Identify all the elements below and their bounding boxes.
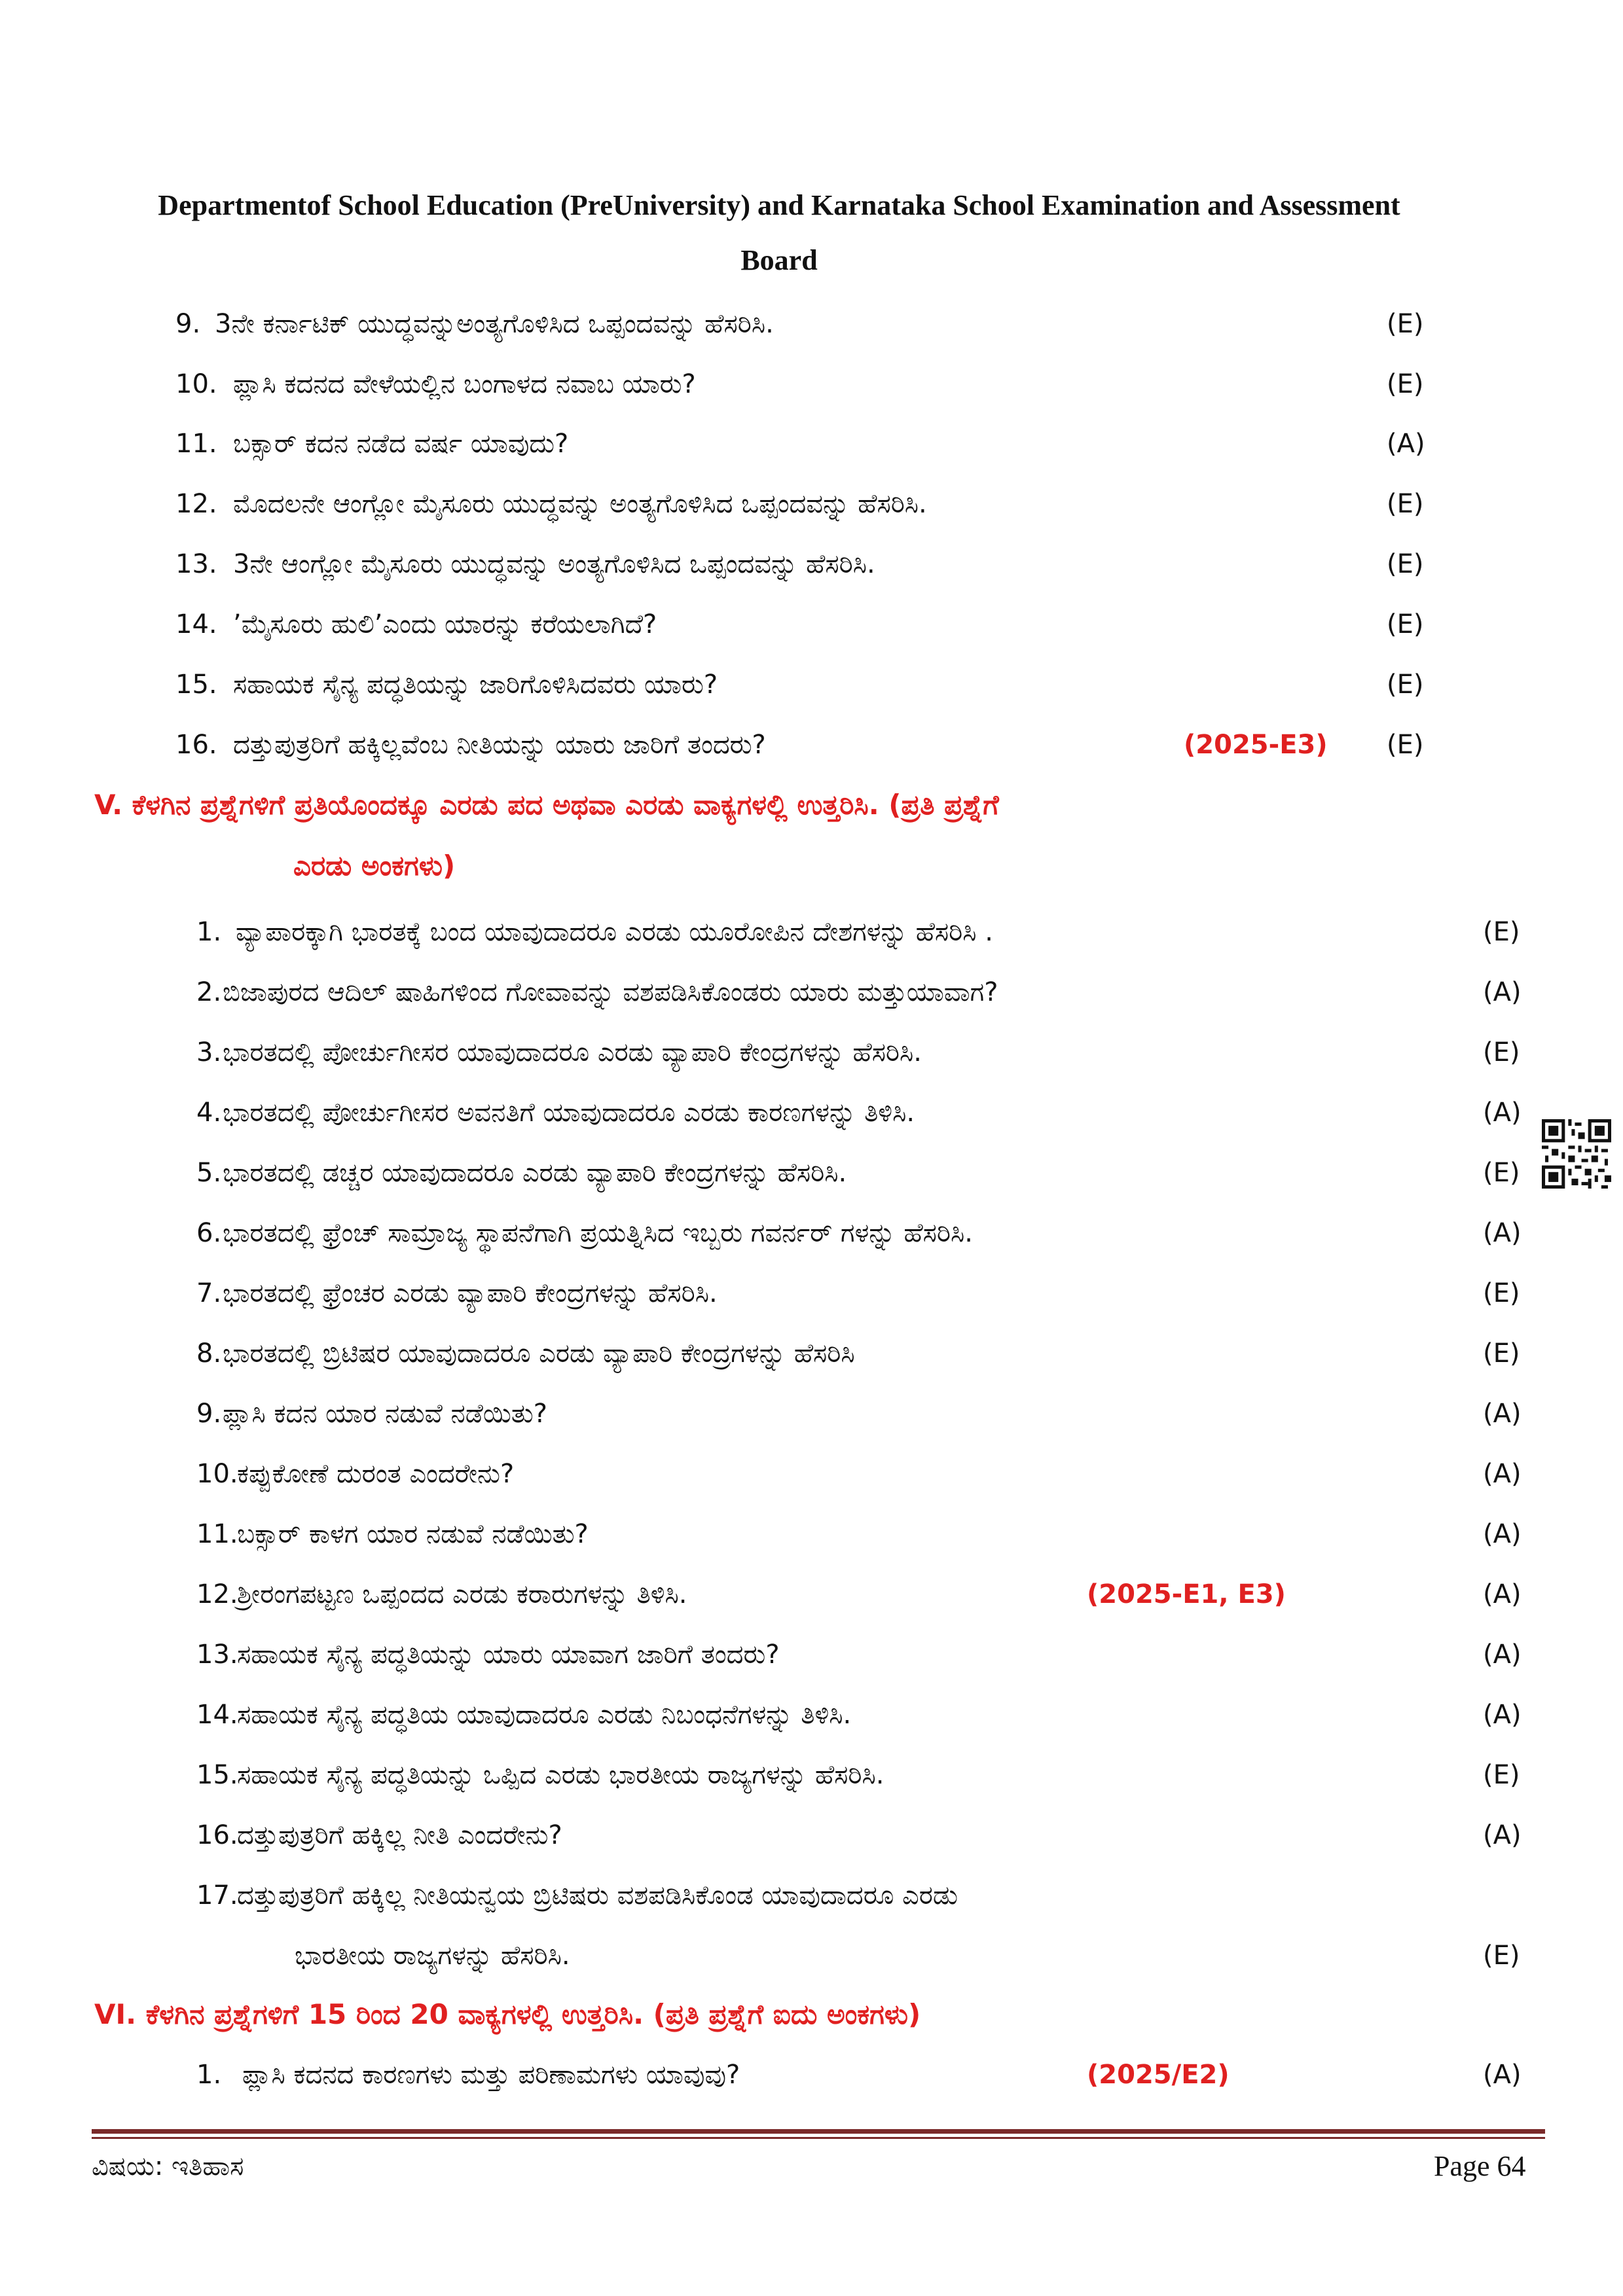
question-mark-type: (E) xyxy=(1483,1760,1520,1790)
question-number: 5. xyxy=(196,1158,222,1188)
exam-year-tag: (2025/E2) xyxy=(1087,2060,1230,2090)
question-text: ಬಕ್ಸಾರ್ ಕಾಳಗ ಯಾರ ನಡುವೆ ನಡೆಯಿತು? xyxy=(237,1519,589,1549)
question-mark-type: (E) xyxy=(1483,1037,1520,1067)
question-number: 10. xyxy=(196,1459,238,1489)
footer-subject: ವಿಷಯ: ಇತಿಹಾಸ xyxy=(92,2151,244,2181)
question-text: ಪ್ಲಾಸಿ ಕದನದ ಕಾರಣಗಳು ಮತ್ತು ಪರಿಣಾಮಗಳು ಯಾವುವು? xyxy=(242,2060,740,2090)
question-text: ’ಮೈಸೂರು ಹುಲಿ’ಎಂದು ಯಾರನ್ನು ಕರೆಯಲಾಗಿದೆ? xyxy=(233,609,657,639)
question-mark-type: (A) xyxy=(1483,1399,1522,1429)
question-number: 16. xyxy=(175,730,217,760)
question-text: ಭಾರತದಲ್ಲಿ ಫ್ರೆಂಚರ ಎರಡು ವ್ಯಾಪಾರಿ ಕೇಂದ್ರಗಳನ್ನು ಹೆಸರಿಸಿ. xyxy=(223,1278,718,1308)
question-number: 7. xyxy=(196,1278,222,1308)
question-text: ಸಹಾಯಕ ಸೈನ್ಯ ಪದ್ಧತಿಯನ್ನು ಒಪ್ಪಿದ ಎರಡು ಭಾರತೀಯ ರಾಜ್ಯಗಳನ್ನು ಹೆಸರಿಸಿ. xyxy=(237,1760,884,1790)
question-text: ಶ್ರೀರಂಗಪಟ್ಟಣ ಒಪ್ಪಂದದ ಎರಡು ಕರಾರುಗಳನ್ನು ತಿಳಿಸಿ. xyxy=(237,1579,687,1609)
question-number: 14. xyxy=(196,1700,238,1730)
question-text: ಸಹಾಯಕ ಸೈನ್ಯ ಪದ್ಧತಿಯನ್ನು ಜಾರಿಗೊಳಿಸಿದವರು ಯಾರು? xyxy=(233,670,718,700)
question-text: ಸಹಾಯಕ ಸೈನ್ಯ ಪದ್ಧತಿಯನ್ನು ಯಾರು ಯಾವಾಗ ಜಾರಿಗೆ ತಂದರು? xyxy=(237,1640,780,1670)
exam-year-tag: (2025-E1, E3) xyxy=(1087,1579,1286,1609)
page-header xyxy=(98,178,1460,288)
question-mark-type: (E) xyxy=(1483,1278,1520,1308)
question-text-continuation: ಭಾರತೀಯ ರಾಜ್ಯಗಳನ್ನು ಹೆಸರಿಸಿ. xyxy=(295,1941,570,1971)
question-number: 9. xyxy=(196,1399,222,1429)
question-mark-type: (A) xyxy=(1483,1459,1522,1489)
question-text: 3ನೇ ಕರ್ನಾಟಿಕ್ ಯುದ್ಧವನ್ನುಅಂತ್ಯಗೊಳಿಸಿದ ಒಪ್ಪಂದವನ್ನು ಹೆಸರಿಸಿ. xyxy=(215,309,774,339)
question-number: 9. xyxy=(175,309,201,339)
question-text: ಭಾರತದಲ್ಲಿ ಬ್ರಿಟಿಷರ ಯಾವುದಾದರೂ ಎರಡು ವ್ಯಾಪಾರಿ ಕೇಂದ್ರಗಳನ್ನು ಹೆಸರಿಸಿ xyxy=(223,1338,855,1369)
question-number: 2. xyxy=(196,977,222,1007)
question-mark-type: (E) xyxy=(1483,1941,1520,1971)
question-mark-type: (A) xyxy=(1387,429,1425,459)
question-mark-type: (A) xyxy=(1483,1640,1522,1670)
question-mark-type: (E) xyxy=(1387,489,1424,519)
question-number: 3. xyxy=(196,1037,222,1067)
question-mark-type: (E) xyxy=(1387,609,1424,639)
question-number: 12. xyxy=(175,489,217,519)
question-mark-type: (A) xyxy=(1483,1098,1522,1128)
question-number: 16. xyxy=(196,1820,238,1850)
qr-code-icon xyxy=(1542,1119,1611,1189)
question-text: ಭಾರತದಲ್ಲಿ ಡಚ್ಚರ ಯಾವುದಾದರೂ ಎರಡು ವ್ಯಾಪಾರಿ ಕೇಂದ್ರಗಳನ್ನು ಹೆಸರಿಸಿ. xyxy=(223,1158,847,1188)
question-number: 1. xyxy=(196,917,222,947)
question-text: ಸಹಾಯಕ ಸೈನ್ಯ ಪದ್ಧತಿಯ ಯಾವುದಾದರೂ ಎರಡು ನಿಬಂಧನೆಗಳನ್ನು ತಿಳಿಸಿ. xyxy=(237,1700,852,1730)
question-number: 13. xyxy=(196,1640,238,1670)
question-number: 11. xyxy=(196,1519,238,1549)
question-number: 17. xyxy=(196,1880,238,1910)
question-mark-type: (A) xyxy=(1483,1519,1522,1549)
question-number: 8. xyxy=(196,1338,222,1369)
question-text: ದತ್ತುಪುತ್ರರಿಗೆ ಹಕ್ಕಿಲ್ಲ ನೀತಿ ಎಂದರೇನು? xyxy=(237,1820,562,1850)
question-text: ಭಾರತದಲ್ಲಿ ಪೋರ್ಚುಗೀಸರ ಯಾವುದಾದರೂ ಎರಡು ವ್ಯಾಪಾರಿ ಕೇಂದ್ರಗಳನ್ನು ಹೆಸರಿಸಿ. xyxy=(223,1037,922,1067)
question-mark-type: (E) xyxy=(1387,549,1424,579)
question-mark-type: (E) xyxy=(1387,730,1424,760)
header-line-2: Board xyxy=(740,244,818,276)
question-text: ಮೊದಲನೇ ಆಂಗ್ಲೋ ಮೈಸೂರು ಯುದ್ಧವನ್ನು ಅಂತ್ಯಗೊಳಿಸಿದ ಒಪ್ಪಂದವನ್ನು ಹೆಸರಿಸಿ. xyxy=(233,489,927,519)
question-number: 1. xyxy=(196,2060,222,2090)
question-text: ಭಾರತದಲ್ಲಿ ಫ್ರೆಂಚ್ ಸಾಮ್ರಾಜ್ಯ ಸ್ಥಾಪನೆಗಾಗಿ ಪ್ರಯತ್ನಿಸಿದ ಇಬ್ಬರು ಗವರ್ನರ್ ಗಳನ್ನು ಹೆಸರಿಸಿ. xyxy=(223,1218,973,1248)
question-mark-type: (E) xyxy=(1483,1338,1520,1369)
question-number: 15. xyxy=(196,1760,238,1790)
question-mark-type: (A) xyxy=(1483,1218,1522,1248)
question-mark-type: (E) xyxy=(1483,1158,1520,1188)
question-text: ವ್ಯಾಪಾರಕ್ಕಾಗಿ ಭಾರತಕ್ಕೆ ಬಂದ ಯಾವುದಾದರೂ ಎರಡು ಯೂರೋಪಿನ ದೇಶಗಳನ್ನು ಹೆಸರಿಸಿ . xyxy=(236,917,993,947)
question-mark-type: (A) xyxy=(1483,977,1522,1007)
question-mark-type: (E) xyxy=(1483,917,1520,947)
question-mark-type: (A) xyxy=(1483,2060,1522,2090)
question-text: ದತ್ತುಪುತ್ರರಿಗೆ ಹಕ್ಕಿಲ್ಲ ನೀತಿಯನ್ವಯ ಬ್ರಿಟಿಷರು ವಶಪಡಿಸಿಕೊಂಡ ಯಾವುದಾದರೂ ಎರಡು xyxy=(237,1880,958,1910)
question-number: 13. xyxy=(175,549,217,579)
page-number: Page 64 xyxy=(1434,2150,1526,2182)
question-number: 6. xyxy=(196,1218,222,1248)
question-mark-type: (A) xyxy=(1483,1579,1522,1609)
question-number: 15. xyxy=(175,670,217,700)
question-number: 10. xyxy=(175,369,217,399)
question-mark-type: (E) xyxy=(1387,309,1424,339)
question-number: 4. xyxy=(196,1098,222,1128)
question-text: 3ನೇ ಆಂಗ್ಲೋ ಮೈಸೂರು ಯುದ್ಧವನ್ನು ಅಂತ್ಯಗೊಳಿಸಿದ ಒಪ್ಪಂದವನ್ನು ಹೆಸರಿಸಿ. xyxy=(233,549,875,579)
exam-year-tag: (2025-E3) xyxy=(1184,730,1328,760)
question-mark-type: (E) xyxy=(1387,369,1424,399)
section-heading-v-cont: ಎರಡು ಅಂಕಗಳು) xyxy=(293,850,456,882)
question-text: ಭಾರತದಲ್ಲಿ ಪೋರ್ಚುಗೀಸರ ಅವನತಿಗೆ ಯಾವುದಾದರೂ ಎರಡು ಕಾರಣಗಳನ್ನು ತಿಳಿಸಿ. xyxy=(223,1098,915,1128)
question-text: ಪ್ಲಾಸಿ ಕದನ ಯಾರ ನಡುವೆ ನಡೆಯಿತು? xyxy=(223,1399,547,1429)
section-heading-vi: VI. ಕೆಳಗಿನ ಪ್ರಶ್ನೆಗಳಿಗೆ 15 ರಿಂದ 20 ವಾಕ್ಯಗಳಲ್ಲಿ ಉತ್ತರಿಸಿ. (ಪ್ರತಿ ಪ್ರಶ್ನೆಗೆ ಐದು ಅಂಕಗಳು) xyxy=(94,1998,921,2030)
header-line-1: Departmentof School Education (PreUniversity) and Karnataka School Examination and Assessment xyxy=(158,189,1400,221)
question-text: ಕಪ್ಪುಕೋಣೆ ದುರಂತ ಎಂದರೇನು? xyxy=(237,1459,515,1489)
section-heading-v: V. ಕೆಳಗಿನ ಪ್ರಶ್ನೆಗಳಿಗೆ ಪ್ರತಿಯೊಂದಕ್ಕೂ ಎರಡು ಪದ ಅಥವಾ ಎರಡು ವಾಕ್ಯಗಳಲ್ಲಿ ಉತ್ತರಿಸಿ. (ಪ್ರತಿ ಪ್ರಶ್ನೆಗೆ xyxy=(94,789,999,821)
footer-divider xyxy=(92,2129,1545,2134)
question-mark-type: (E) xyxy=(1387,670,1424,700)
question-text: ಪ್ಲಾಸಿ ಕದನದ ವೇಳೆಯಲ್ಲಿನ ಬಂಗಾಳದ ನವಾಬ ಯಾರು? xyxy=(233,369,696,399)
question-number: 11. xyxy=(175,429,217,459)
question-text: ಬಕ್ಸಾರ್ ಕದನ ನಡೆದ ವರ್ಷ ಯಾವುದು? xyxy=(233,429,569,459)
footer-divider-thin xyxy=(92,2137,1545,2139)
question-mark-type: (A) xyxy=(1483,1700,1522,1730)
question-mark-type: (A) xyxy=(1483,1820,1522,1850)
question-text: ದತ್ತುಪುತ್ರರಿಗೆ ಹಕ್ಕಿಲ್ಲವೆಂಬ ನೀತಿಯನ್ನು ಯಾರು ಜಾರಿಗೆ ತಂದರು? xyxy=(233,730,766,760)
question-number: 12. xyxy=(196,1579,238,1609)
question-number: 14. xyxy=(175,609,217,639)
question-text: ಬಿಜಾಪುರದ ಆದಿಲ್ ಷಾಹಿಗಳಿಂದ ಗೋವಾವನ್ನು ವಶಪಡಿಸಿಕೊಂಡರು ಯಾರು ಮತ್ತುಯಾವಾಗ? xyxy=(223,977,998,1007)
